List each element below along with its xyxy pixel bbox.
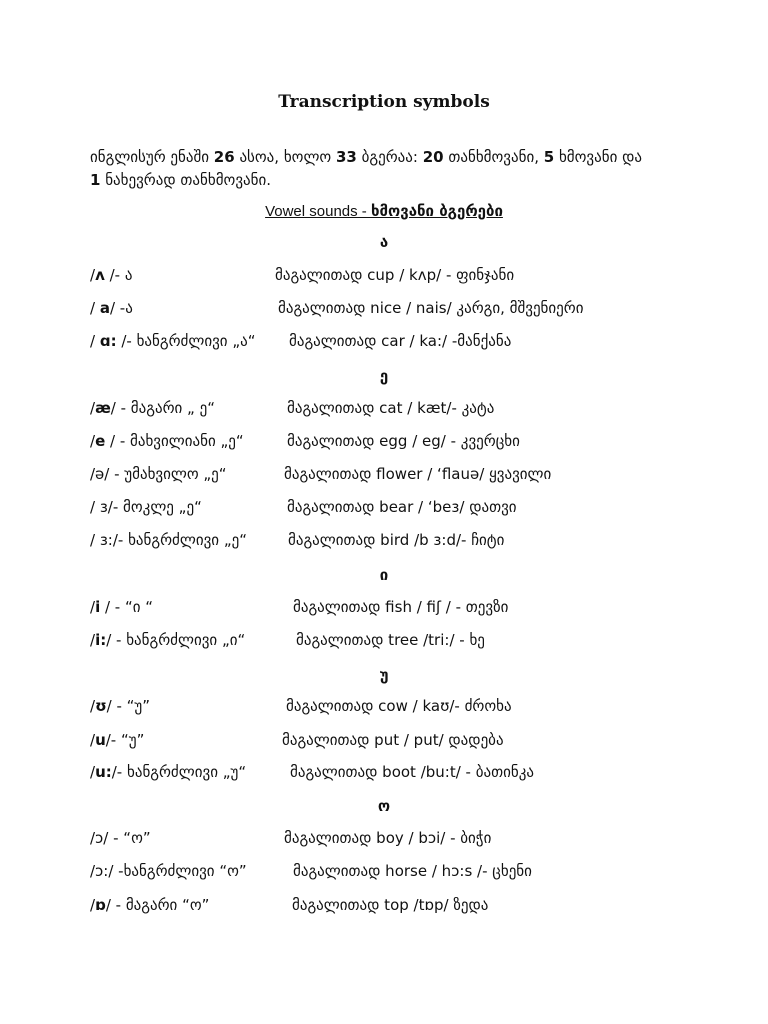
example-text: მაგალითად put / put/ დადება (282, 731, 504, 749)
vowel-symbol-description: /æ/ - მაგარი „ ე“ (90, 399, 215, 417)
vowel-symbol-description: / ɜ:/- ხანგრძლივი „ე“ (90, 531, 247, 549)
example-text: მაგალითად cow / kaʊ/- ძროხა (286, 697, 512, 715)
ipa-symbol: i: (95, 631, 107, 649)
intro-text: თანხმოვანი, (443, 148, 544, 166)
example-text: მაგალითად boot /bu:t/ - ბათინკა (290, 763, 534, 781)
vowel-row (90, 399, 730, 421)
example-text: მაგალითად tree /tri:/ - ხე (296, 631, 485, 649)
intro-text: ნახევრად თანხმოვანი. (100, 171, 272, 189)
example-text: მაგალითად top /tɒp/ ზედა (292, 896, 489, 914)
ipa-symbol: u (95, 731, 106, 749)
vowel-symbol-description: / ɑ: /- ხანგრძლივი „ა“ (90, 332, 256, 350)
vowel-row (90, 731, 730, 753)
section-letter: ი (379, 566, 389, 584)
vowel-row (90, 896, 730, 918)
intro-number: 5 (543, 148, 555, 166)
example-text: მაგალითად flower / ‘flauə/ ყვავილი (284, 465, 552, 483)
vowel-symbol-description: / a/ -ა (90, 299, 133, 317)
vowel-row (90, 332, 730, 354)
vowel-symbol-description: /ɔ:/ -ხანგრძლივი “ო” (90, 862, 247, 880)
page-title: Transcription symbols (278, 92, 490, 112)
intro-text: ინგლისურ ენაში (90, 148, 214, 166)
ipa-symbol: u: (95, 763, 112, 781)
vowel-symbol-description: /e / - მახვილიანი „ე“ (90, 432, 244, 450)
example-text: მაგალითად car / ka:/ -მანქანა (289, 332, 512, 350)
vowel-symbol-description: /ʊ/ - “უ” (90, 697, 151, 715)
vowel-row (90, 432, 730, 454)
ipa-symbol: æ (95, 399, 111, 417)
example-text: მაგალითად cup / kʌp/ - ფინჯანი (275, 266, 515, 284)
intro-paragraph (90, 146, 710, 192)
vowel-row (90, 531, 730, 553)
section-letter: ა (379, 233, 389, 251)
intro-text: ასოა, ხოლო (234, 148, 336, 166)
example-text: მაგალითად fish / fiʃ / - თევზი (293, 598, 509, 616)
section-letter: უ (379, 666, 389, 684)
section-letter: ე (379, 367, 389, 385)
section-heading-english: Vowel sounds - (265, 203, 371, 220)
vowel-symbol-description: /u/- “უ” (90, 731, 145, 749)
ipa-symbol: i (95, 598, 101, 616)
example-text: მაგალითად nice / nais/ კარგი, მშვენიერი (278, 299, 584, 317)
vowel-row (90, 697, 730, 719)
example-text: მაგალითად egg / eg/ - კვერცხი (287, 432, 520, 450)
vowel-symbol-description: /ə/ - უმახვილო „ე“ (90, 465, 227, 483)
example-text: მაგალითად boy / bɔi/ - ბიჭი (284, 829, 492, 847)
ipa-symbol: ɑ: (99, 332, 117, 350)
ipa-symbol: a (99, 299, 110, 317)
vowel-row (90, 631, 730, 653)
intro-number: 1 (90, 171, 101, 189)
intro-text: ხმოვანი და (554, 148, 642, 166)
section-letter: ო (377, 797, 391, 815)
vowel-symbol-description: /ɔ/ - “ო” (90, 829, 151, 847)
vowel-symbol-description: /i:/ - ხანგრძლივი „ი“ (90, 631, 246, 649)
vowel-row (90, 862, 730, 884)
vowel-row (90, 498, 730, 520)
intro-number: 33 (336, 148, 357, 166)
example-text: მაგალითად cat / kæt/- კატა (287, 399, 495, 417)
ipa-symbol: ʊ (95, 697, 107, 715)
ipa-symbol: ɒ (95, 896, 106, 914)
vowel-row (90, 829, 730, 851)
vowel-row (90, 598, 730, 620)
vowel-symbol-description: / ɜ/- მოკლე „ე“ (90, 498, 202, 516)
vowel-symbol-description: /ɒ/ - მაგარი “ო” (90, 896, 210, 914)
vowel-row (90, 266, 730, 288)
section-heading (0, 202, 768, 220)
example-text: მაგალითად bear / ‘beɜ/ დათვი (287, 498, 517, 516)
vowel-row (90, 465, 730, 487)
intro-number: 20 (422, 148, 444, 166)
ipa-symbol: e (95, 432, 106, 450)
vowel-symbol-description: /u:/- ხანგრძლივი „უ“ (90, 763, 247, 781)
example-text: მაგალითად horse / hɔ:s /- ცხენი (293, 862, 532, 880)
vowel-row (90, 763, 730, 785)
example-text: მაგალითად bird /b ɜ:d/- ჩიტი (288, 531, 505, 549)
intro-number: 26 (213, 148, 235, 166)
ipa-symbol: ʌ (95, 266, 105, 284)
section-heading-georgian: ხმოვანი ბგერები (370, 202, 503, 220)
vowel-symbol-description: /ʌ /- ა (90, 266, 133, 284)
vowel-symbol-description: /i / - “ი “ (90, 598, 154, 616)
intro-text: ბგერაა: (356, 148, 423, 166)
vowel-row (90, 299, 730, 321)
